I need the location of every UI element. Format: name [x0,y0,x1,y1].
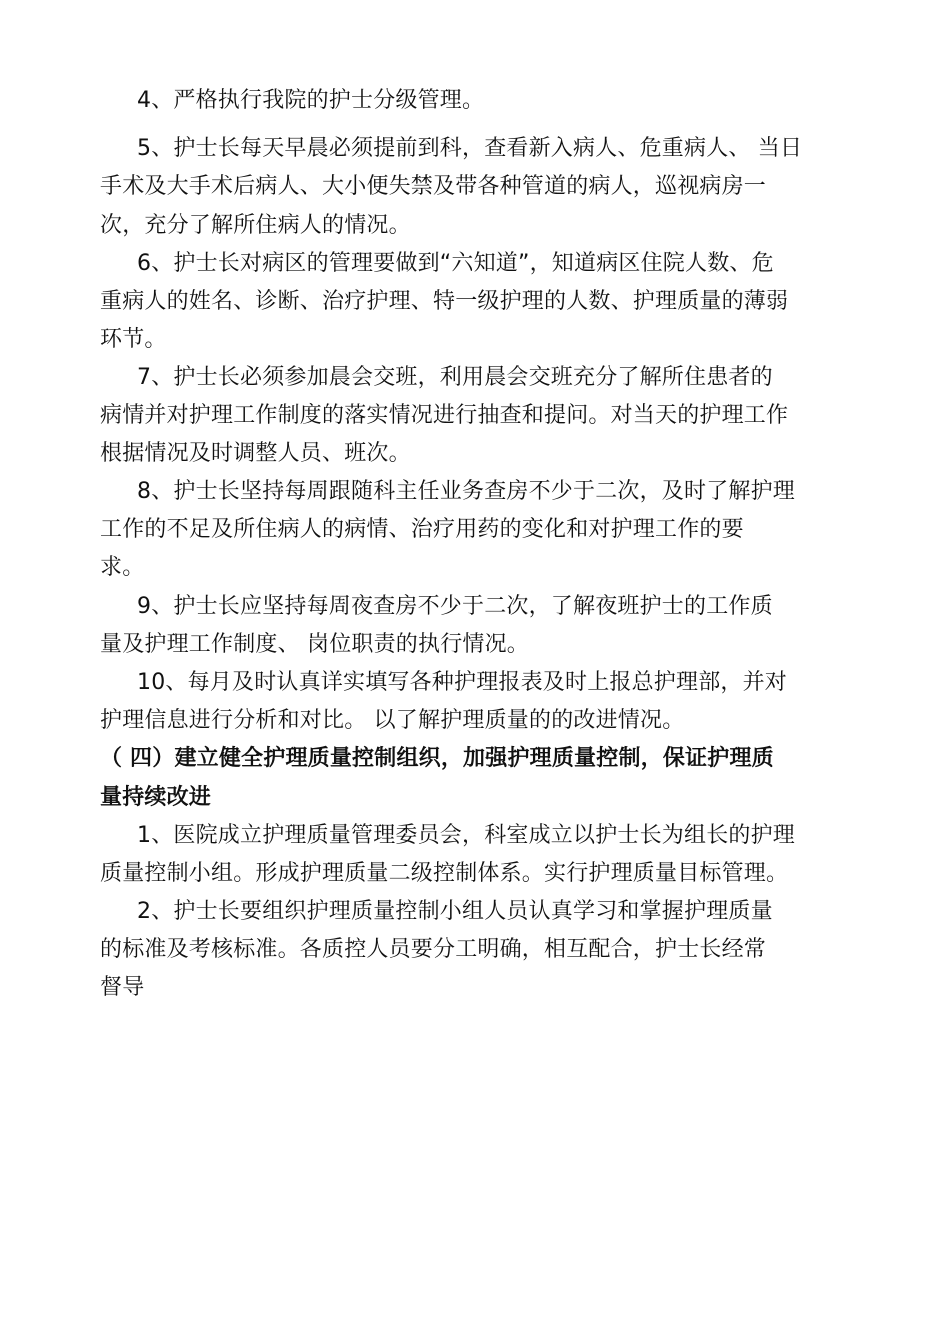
paragraph-4-line-1: 4、严格执行我院的护士分级管理。 [137,88,485,113]
paragraph-10-line-2: 护理信息进行分析和对比。 以了解护理质量的的改进情况。 [100,708,685,733]
section-heading-line-1: （ 四）建立健全护理质量控制组织，加强护理质量控制，保证护理质 [100,746,774,771]
section-heading-line-2: 量持续改进 [100,785,212,810]
paragraph-6-line-2: 重病人的姓名、诊断、治疗护理、特一级护理的人数、护理质量的薄弱 [100,289,789,314]
paragraph-5-line-1: 5、护士长每天早晨必须提前到科，查看新入病人、危重病人、 当日 [137,136,803,161]
paragraph-7-line-2: 病情并对护理工作制度的落实情况进行抽查和提问。对当天的护理工作 [100,403,789,428]
paragraph-6-line-3: 环节。 [100,327,167,352]
paragraph-6-line-1: 6、护士长对病区的管理要做到“六知道”，知道病区住院人数、危 [137,251,774,276]
paragraph-7-line-3: 根据情况及时调整人员、班次。 [100,441,411,466]
paragraph-8-line-2: 工作的不足及所住病人的病情、治疗用药的变化和对护理工作的要 [100,517,744,542]
paragraph-8-line-1: 8、护士长坚持每周跟随科主任业务查房不少于二次，及时了解护理 [137,479,795,504]
section-paragraph-2-line-2: 的标准及考核标准。各质控人员要分工明确，相互配合，护士长经常 [100,937,767,962]
paragraph-9-line-1: 9、护士长应坚持每周夜查房不少于二次，了解夜班护士的工作质 [137,594,773,619]
section-paragraph-1-line-2: 质量控制小组。形成护理质量二级控制体系。实行护理质量目标管理。 [100,861,789,886]
section-paragraph-2-line-3: 督导 [100,975,145,1000]
paragraph-7-line-1: 7、护士长必须参加晨会交班，利用晨会交班充分了解所住患者的 [137,365,773,390]
section-paragraph-2-line-1: 2、护士长要组织护理质量控制小组人员认真学习和掌握护理质量 [137,899,773,924]
paragraph-5-line-3: 次，充分了解所住病人的情况。 [100,213,411,238]
paragraph-8-line-3: 求。 [100,555,145,580]
section-paragraph-1-line-1: 1、医院成立护理质量管理委员会，科室成立以护士长为组长的护理 [137,823,795,848]
paragraph-10-line-1: 10、每月及时认真详实填写各种护理报表及时上报总护理部，并对 [137,670,787,695]
paragraph-5-line-2: 手术及大手术后病人、大小便失禁及带各种管道的病人，巡视病房一 [100,174,767,199]
paragraph-9-line-2: 量及护理工作制度、 岗位职责的执行情况。 [100,632,529,657]
